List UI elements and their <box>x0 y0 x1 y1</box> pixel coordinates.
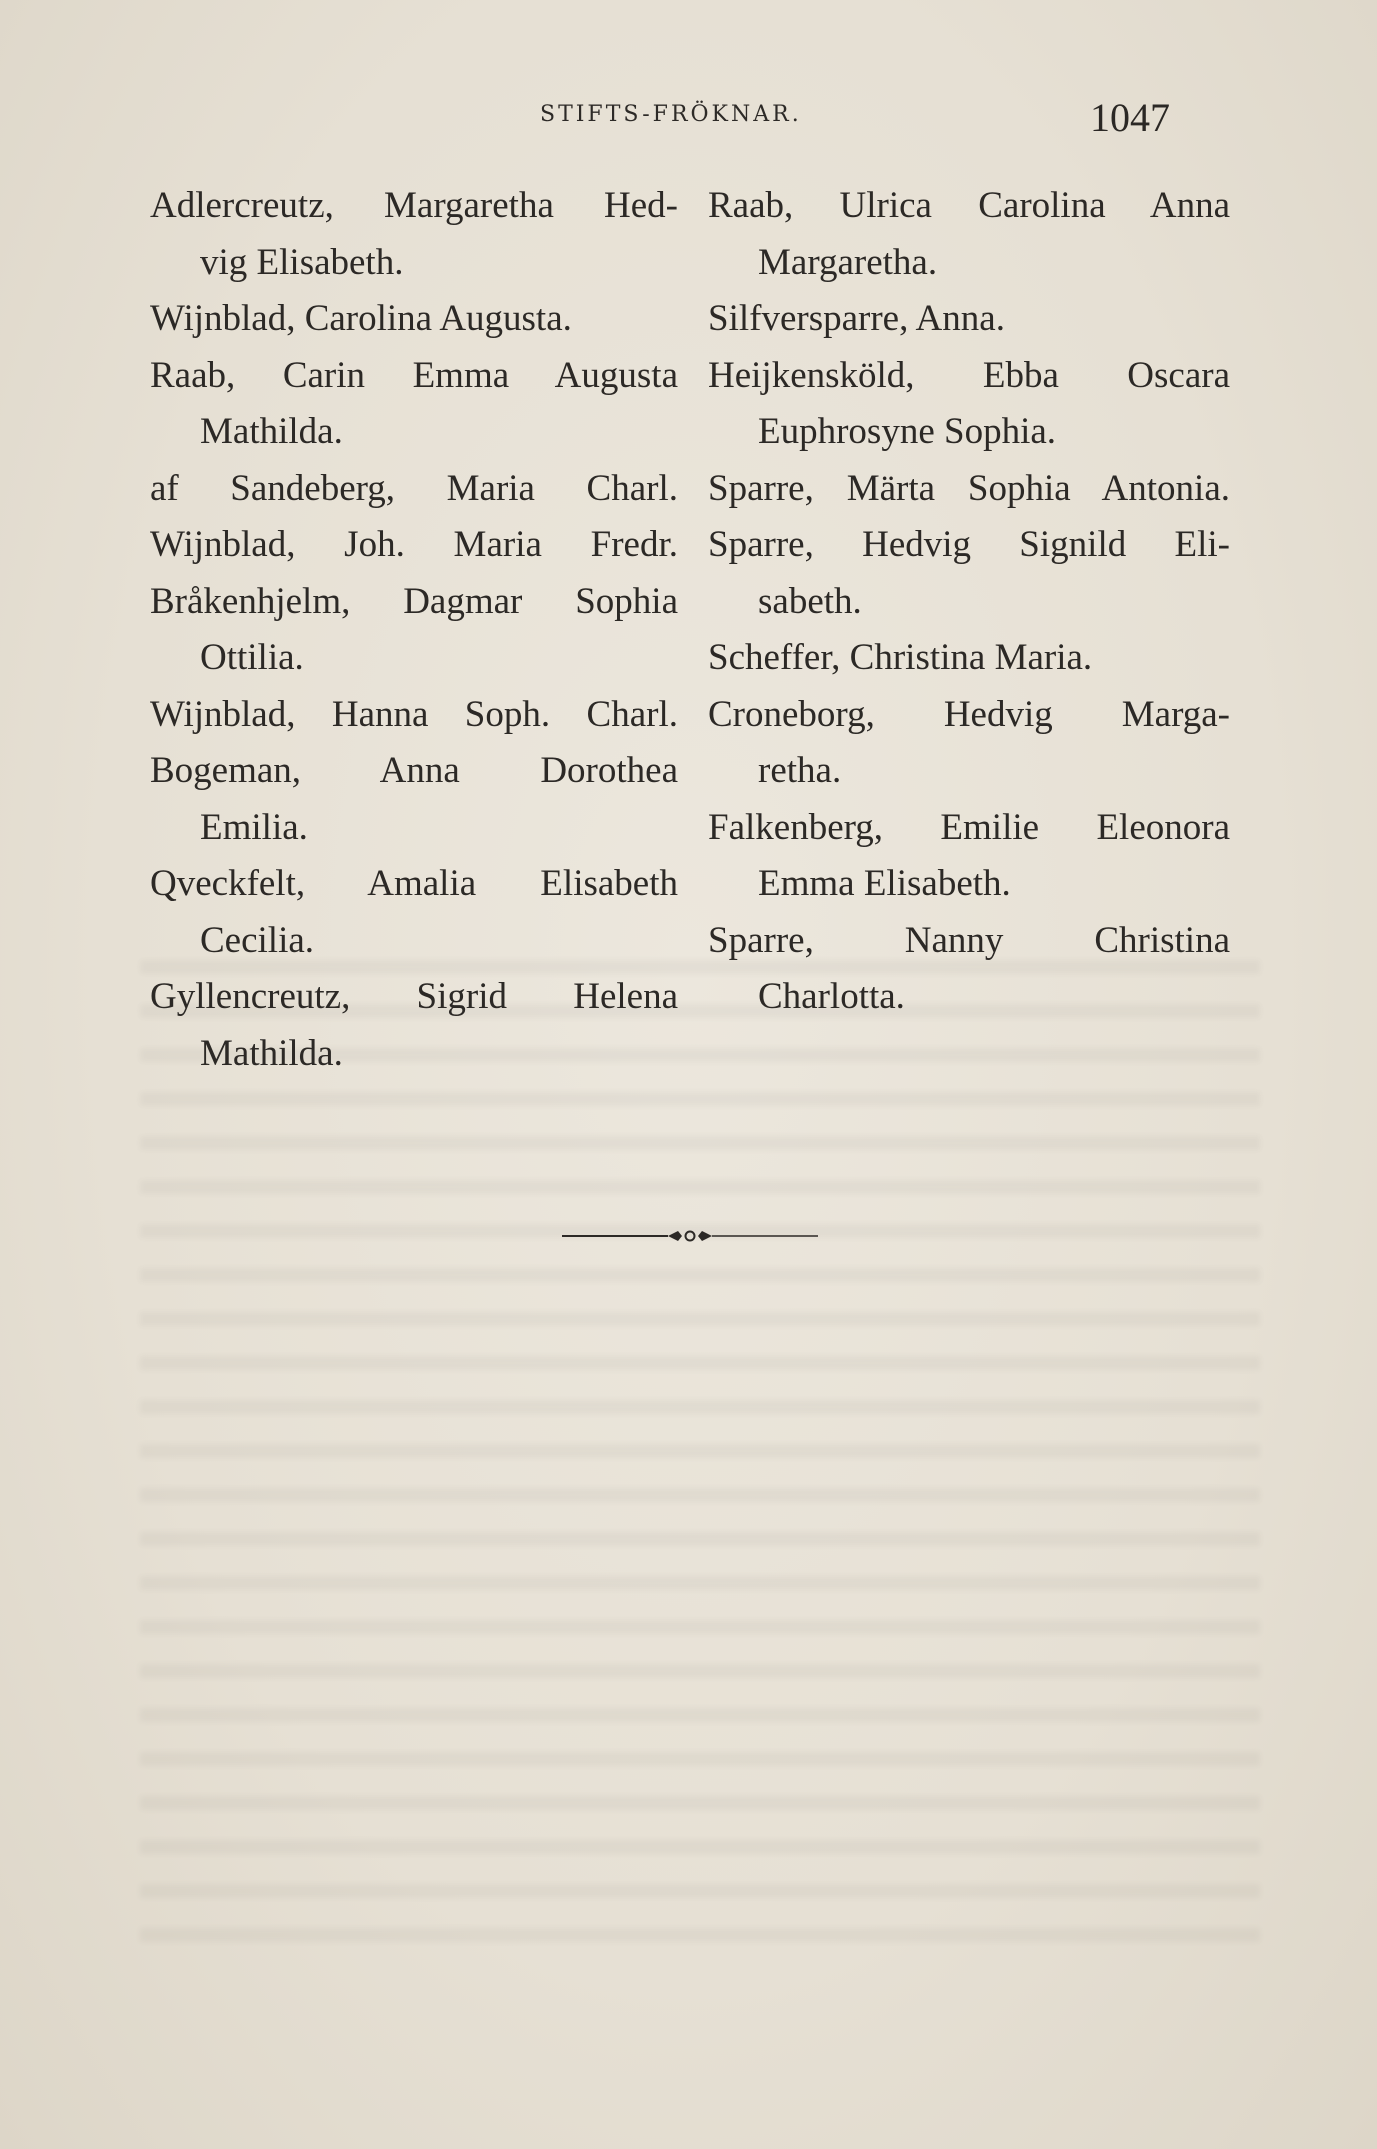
entry-line: Sparre, Hedvig Signild Eli- <box>708 524 1230 565</box>
list-entry <box>150 969 678 1082</box>
entry-line: Scheffer, Christina Maria. <box>708 637 1093 678</box>
entry-line: Heijkensköld, Ebba Oscara <box>708 354 1230 396</box>
bleed-through-texture <box>140 960 1260 1960</box>
list-entry <box>708 517 1230 630</box>
running-title: STIFTS-FRÖKNAR. <box>540 102 802 127</box>
entry-line: sabeth. <box>758 580 862 622</box>
entry-line: Bråkenhjelm, Dagmar Sophia <box>150 580 678 622</box>
entry-line: Sparre, Nanny Christina <box>708 919 1230 961</box>
list-entry <box>708 178 1230 291</box>
entry-line: Wijnblad, Hanna Soph. Charl. <box>150 693 678 735</box>
list-entry <box>150 743 678 856</box>
list-entry <box>708 461 1230 518</box>
running-head <box>0 95 1377 140</box>
section-end-ornament-icon <box>560 1226 820 1246</box>
entry-line: Mathilda. <box>200 1032 343 1074</box>
list-entry <box>150 348 678 461</box>
entry-line: Euphrosyne Sophia. <box>758 411 1057 452</box>
entry-line: Adlercreutz, Margaretha Hed- <box>150 185 678 226</box>
entry-line: Sparre, Märta Sophia Antonia. <box>708 467 1230 509</box>
list-entry <box>708 800 1230 913</box>
list-entry <box>150 856 678 969</box>
entry-line: Charlotta. <box>758 976 905 1017</box>
list-entry <box>150 461 678 518</box>
entry-line: Falkenberg, Emilie Eleonora <box>708 806 1230 848</box>
list-entry <box>150 291 678 348</box>
entry-line: Margaretha. <box>758 241 938 283</box>
list-entry <box>708 291 1230 348</box>
list-entry <box>150 178 678 291</box>
entry-line: Wijnblad, Carolina Augusta. <box>150 298 572 339</box>
list-entry <box>708 687 1230 800</box>
entry-line: Ottilia. <box>200 637 304 678</box>
right-column <box>708 178 1230 1026</box>
entry-line: Gyllencreutz, Sigrid Helena <box>150 976 678 1017</box>
entry-line: Emma Elisabeth. <box>758 863 1011 904</box>
list-entry <box>150 687 678 744</box>
list-entry <box>150 574 678 687</box>
entry-line: Raab, Carin Emma Augusta <box>150 354 678 396</box>
entry-line: Mathilda. <box>200 411 343 452</box>
list-entry <box>708 348 1230 461</box>
entry-line: Bogeman, Anna Dorothea <box>150 750 678 791</box>
entry-line: Croneborg, Hedvig Marga- <box>708 693 1230 735</box>
list-entry <box>708 630 1230 687</box>
list-entry <box>708 913 1230 1026</box>
entry-line: Cecilia. <box>200 919 315 961</box>
entry-line: Silfversparre, Anna. <box>708 298 1005 339</box>
list-entry <box>150 517 678 574</box>
entry-line: Wijnblad, Joh. Maria Fredr. <box>150 524 678 565</box>
entry-line: af Sandeberg, Maria Charl. <box>150 467 678 509</box>
entry-line: Emilia. <box>200 806 308 848</box>
page-number: 1047 <box>1090 95 1170 140</box>
entry-line: Raab, Ulrica Carolina Anna <box>708 185 1230 226</box>
entry-line: vig Elisabeth. <box>200 241 404 283</box>
entry-line: Qveckfelt, Amalia Elisabeth <box>150 863 678 904</box>
left-column <box>150 178 678 1082</box>
entry-line: retha. <box>758 750 842 791</box>
